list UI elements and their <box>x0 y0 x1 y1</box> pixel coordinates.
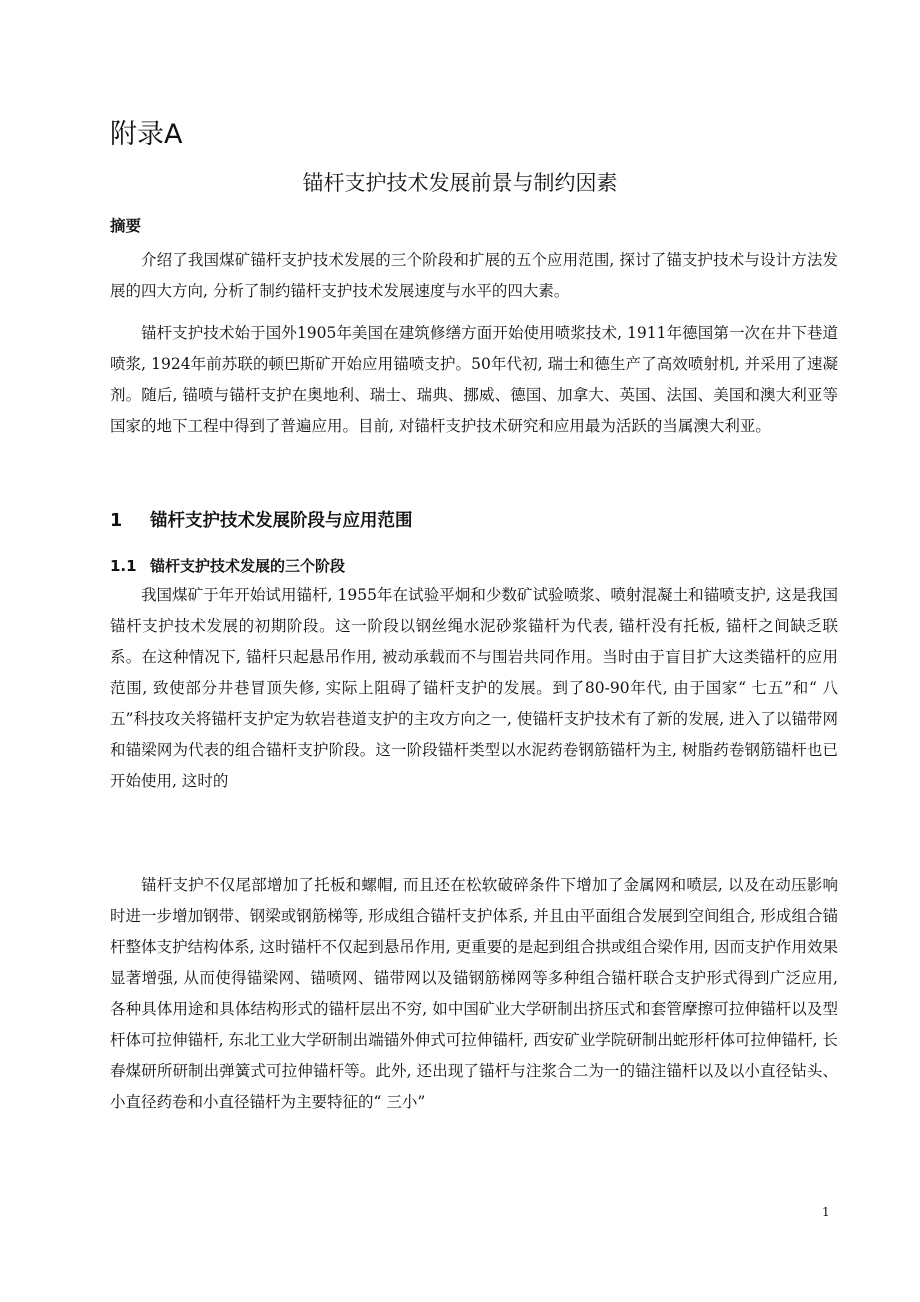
body-paragraph: 锚杆支护不仅尾部增加了托板和螺帽, 而且还在松软破碎条件下增加了金属网和喷层, 以及在动压影响时进一步增加钢带、钢梁或钢筋梯等, 形成组合锚杆支护体系, 并且由平面组合发展到空间组合, 形成组合锚杆整体支护结构体系, 这时锚杆不仅起到悬吊作用, 更重要的是起到组合拱或组合梁作用, 因而支护作用效果显著增强, 从而使得锚梁网、锚喷网、锚带网以及锚钢筋梯网等多种组合锚杆联合支护形式得到广泛应用, 各种具体用途和具体结构形式的锚杆层出不穷, 如中国矿业大学研制出挤压式和套管摩擦可拉伸锚杆以及型杆体可拉伸锚杆, 东北工业大学研制出端锚外伸式可拉伸锚杆, 西安矿业学院研制出蛇形杆体可拉伸锚杆, 长春煤研所研制出弹簧式可拉伸锚杆等。此外, 还出现了锚杆与注浆合二为一的锚注锚杆以及以小直径钻头、小直径药卷和小直径锚杆为主要特征的“ 三小” <box>110 876 838 1111</box>
appendix-label: 附录A <box>110 119 183 150</box>
section-1-title: 锚杆支护技术发展阶段与应用范围 <box>150 511 413 531</box>
abstract-heading: 摘要 <box>110 217 142 235</box>
article-title: 锚杆支护技术发展前景与制约因素 <box>302 171 618 195</box>
intro-paragraph: 锚杆支护技术始于国外1905年美国在建筑修缮方面开始使用喷浆技术, 1911年德国第一次在井下巷道喷浆, 1924年前苏联的顿巴斯矿开始应用锚喷支护。50年代初, 瑞士和德生产了高效喷射机, 并采用了速凝剂。随后, 锚喷与锚杆支护在奥地利、瑞士、瑞典、挪威、德国、加拿大、英国、法国、美国和澳大利亚等国家的地下工程中得到了普遍应用。目前, 对锚杆支护技术研究和应用最为活跃的当属澳大利亚。 <box>110 324 838 435</box>
section-1-heading <box>110 507 413 535</box>
section-1-1-heading <box>110 554 345 578</box>
abstract-paragraph: 介绍了我国煤矿锚杆支护技术发展的三个阶段和扩展的五个应用范围, 探讨了锚支护技术与设计方法发展的四大方向, 分析了制约锚杆支护技术发展速度与水平的四大素。 <box>110 251 838 300</box>
body-paragraph: 我国煤矿于年开始试用锚杆, 1955年在试验平炯和少数矿试验喷浆、喷射混凝土和锚喷支护, 这是我国锚杆支护技术发展的初期阶段。这一阶段以钢丝绳水泥砂浆锚杆为代表, 锚杆没有托板, 锚杆之间缺乏联系。在这种情况下, 锚杆只起悬吊作用, 被动承载而不与围岩共同作用。当时由于盲目扩大这类锚杆的应用范围, 致使部分井巷冒顶失修, 实际上阻碍了锚杆支护的发展。到了80-90年代, 由于国家“ 七五”和“ 八五”科技攻关将锚杆支护定为软岩巷道支护的主攻方向之一, 使锚杆支护技术有了新的发展, 进入了以锚带网和锚梁网为代表的组合锚杆支护阶段。这一阶段锚杆类型以水泥药卷钢筋锚杆为主, 树脂药卷钢筋锚杆也已开始使用, 这时的 <box>110 586 838 790</box>
section-1-1-title: 锚杆支护技术发展的三个阶段 <box>150 557 346 575</box>
page-number: 1 <box>822 1205 830 1219</box>
section-1-number: 1 <box>110 511 123 531</box>
section-1-1-number: 1.1 <box>110 557 137 575</box>
